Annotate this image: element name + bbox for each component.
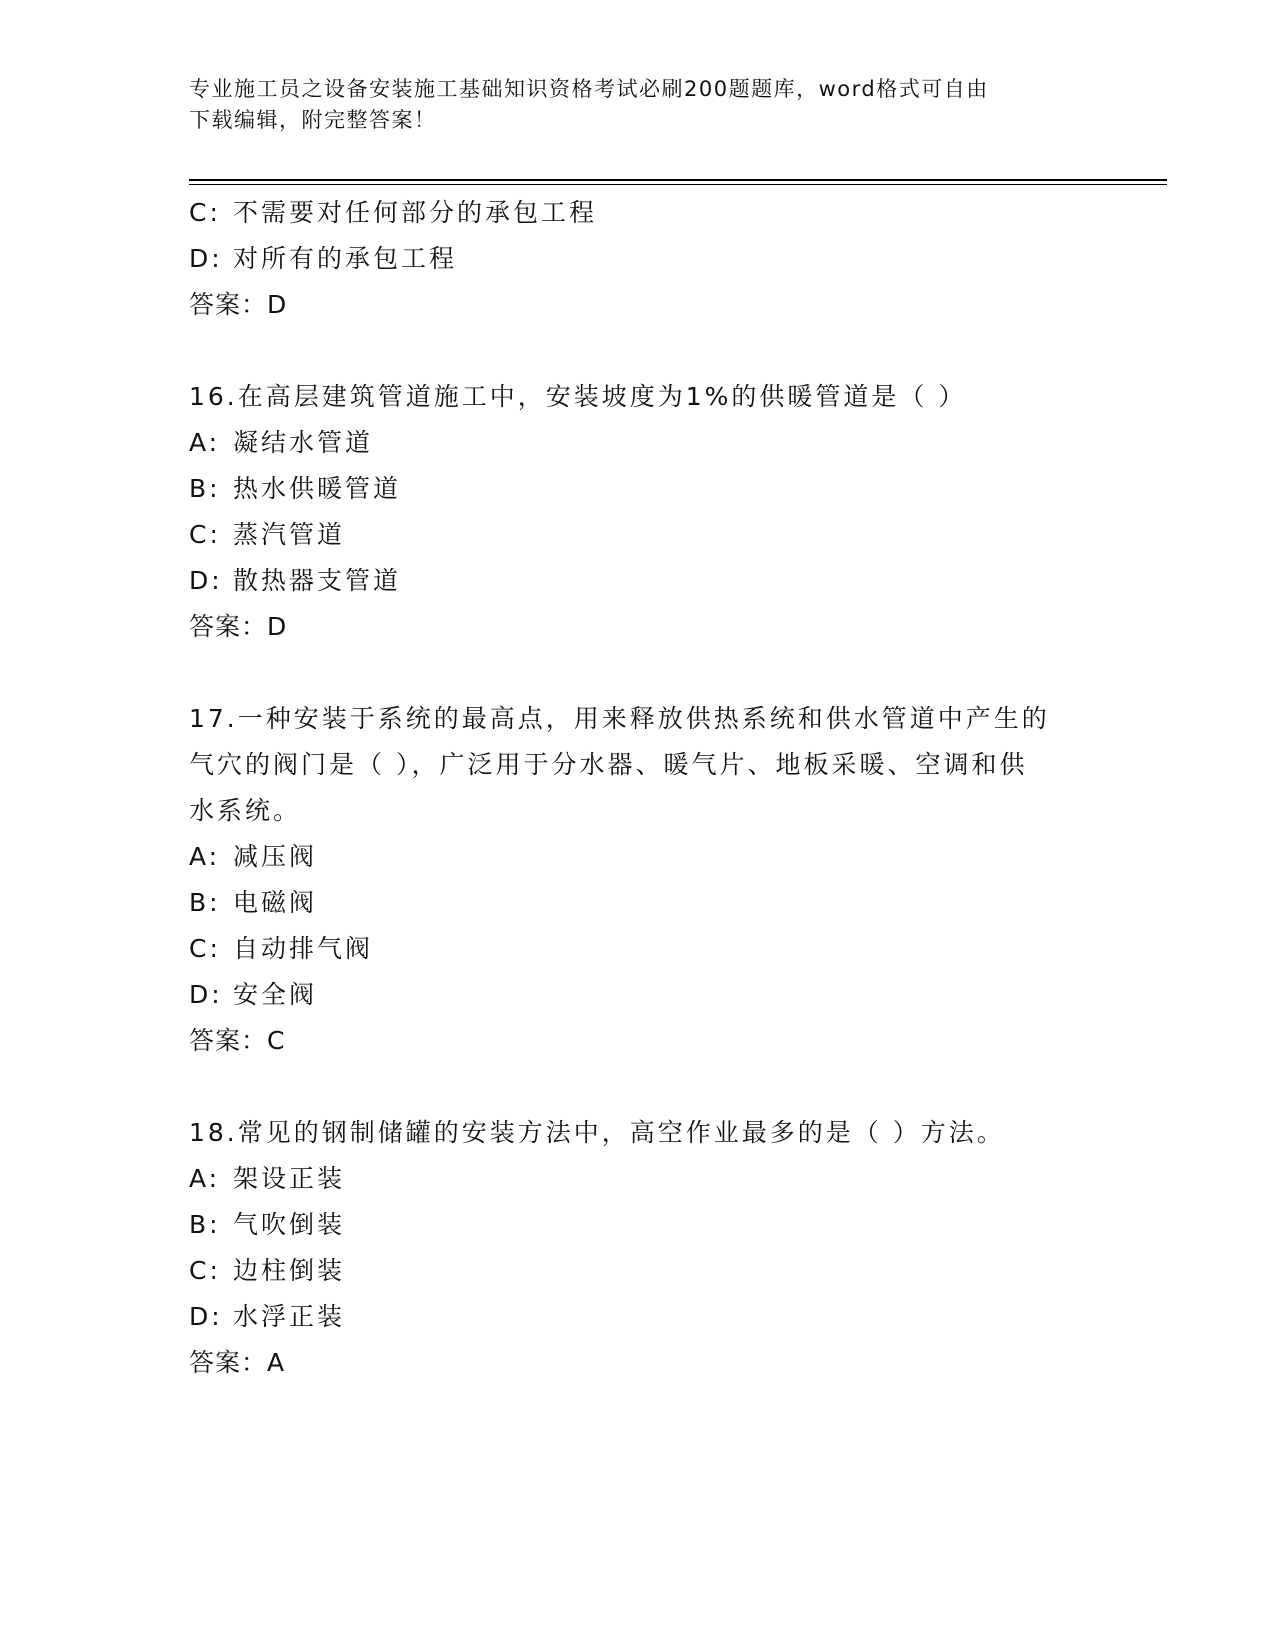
option-key: C: — [189, 520, 221, 549]
option-b — [189, 466, 1089, 512]
header-divider-thin — [189, 184, 1167, 185]
question-gap — [189, 328, 1089, 374]
option-text: 安全阀 — [233, 980, 318, 1009]
question-16 — [189, 374, 1089, 650]
header-line-2: 下载编辑，附完整答案！ — [189, 108, 437, 132]
option-key: D: — [189, 1302, 223, 1331]
option-key: C: — [189, 1256, 221, 1285]
option-c — [189, 512, 1089, 558]
option-key: A: — [189, 1164, 221, 1193]
option-key: C: — [189, 934, 221, 963]
option-c — [189, 1248, 1089, 1294]
question-text: 16.在高层建筑管道施工中，安装坡度为1%的供暖管道是（ ） — [189, 382, 967, 411]
option-text: 边柱倒装 — [233, 1256, 346, 1285]
question-15-tail — [189, 190, 1089, 328]
option-text: 散热器支管道 — [233, 566, 402, 595]
option-d — [189, 1294, 1089, 1340]
question-text-line-3: 水系统。 — [189, 796, 302, 825]
option-a — [189, 1156, 1089, 1202]
option-text: 自动排气阀 — [233, 934, 374, 963]
option-key: B: — [189, 888, 221, 917]
option-key: D: — [189, 980, 223, 1009]
answer-line: 答案：D — [189, 290, 288, 319]
question-text: 18.常见的钢制储罐的安装方法中，高空作业最多的是（ ）方法。 — [189, 1118, 1005, 1147]
option-d — [189, 236, 1089, 282]
option-key: D: — [189, 244, 223, 273]
option-text: 气吹倒装 — [233, 1210, 346, 1239]
option-text: 蒸汽管道 — [233, 520, 346, 549]
option-text: 热水供暖管道 — [233, 474, 402, 503]
question-gap — [189, 1064, 1089, 1110]
question-text-line-1: 17.一种安装于系统的最高点，用来释放供热系统和供水管道中产生的 — [189, 704, 1050, 733]
option-c — [189, 926, 1089, 972]
option-b — [189, 880, 1089, 926]
option-text: 架设正装 — [233, 1164, 346, 1193]
question-18 — [189, 1110, 1089, 1386]
question-text-line-2: 气穴的阀门是（ ），广泛用于分水器、暖气片、地板采暖、空调和供 — [189, 750, 1028, 779]
option-b — [189, 1202, 1089, 1248]
answer-line: 答案：D — [189, 612, 288, 641]
document-header — [189, 74, 1089, 136]
option-text: 电磁阀 — [233, 888, 318, 917]
option-text: 对所有的承包工程 — [233, 244, 458, 273]
header-line-1: 专业施工员之设备安装施工基础知识资格考试必刷200题题库，word格式可自由 — [189, 77, 989, 101]
question-gap — [189, 650, 1089, 696]
answer-line: 答案：A — [189, 1348, 286, 1377]
option-text: 水浮正装 — [233, 1302, 346, 1331]
option-text: 凝结水管道 — [233, 428, 374, 457]
option-text: 不需要对任何部分的承包工程 — [233, 198, 598, 227]
option-key: A: — [189, 428, 221, 457]
option-key: B: — [189, 1210, 221, 1239]
option-a — [189, 834, 1089, 880]
option-d — [189, 558, 1089, 604]
option-c — [189, 190, 1089, 236]
option-a — [189, 420, 1089, 466]
option-text: 减压阀 — [233, 842, 318, 871]
question-17 — [189, 696, 1089, 1064]
option-key: A: — [189, 842, 221, 871]
header-divider-thick — [189, 179, 1167, 181]
option-d — [189, 972, 1089, 1018]
answer-line: 答案：C — [189, 1026, 286, 1055]
option-key: B: — [189, 474, 221, 503]
option-key: D: — [189, 566, 223, 595]
question-list — [189, 190, 1089, 1386]
option-key: C: — [189, 198, 221, 227]
